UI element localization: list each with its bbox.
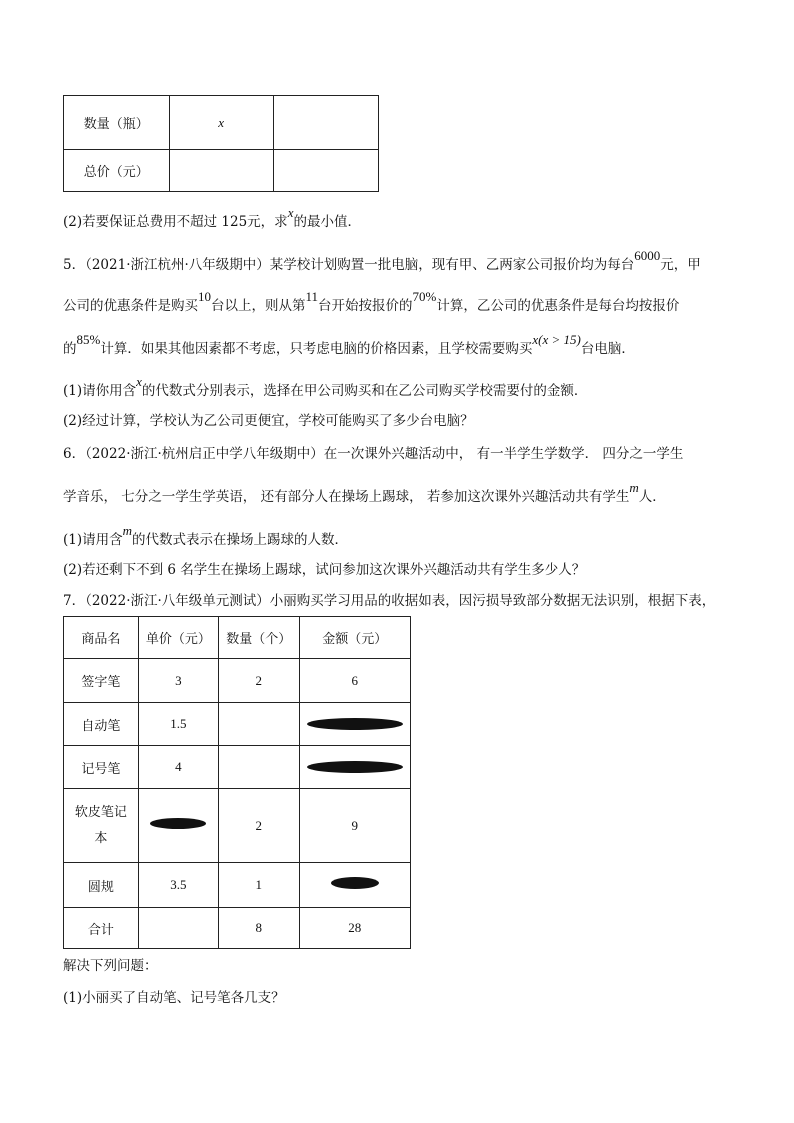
amount: 6 [299, 659, 411, 703]
quantity: 2 [218, 789, 299, 863]
item-name: 自动笔 [64, 703, 139, 746]
table-total-row [64, 908, 411, 949]
unit-price: 3.5 [138, 863, 218, 908]
item-name: 签字笔 [64, 659, 139, 703]
ink-smudge [307, 718, 403, 730]
amount: 9 [299, 789, 411, 863]
question-7-instruction: 解决下列问题： [63, 958, 158, 974]
quantity [218, 703, 299, 746]
amount [299, 746, 411, 789]
question-6-line-2: 学音乐， 七分之一学生学英语， 还有部分人在操场上踢球， 若参加这次课外兴趣活动共有学生m人． [63, 480, 666, 505]
question-6-part-1: (1)请用含m的代数式表示在操场上踢球的人数． [63, 523, 349, 548]
receipt-table [63, 616, 411, 949]
table-row [64, 789, 411, 863]
table-header-row [64, 617, 411, 659]
table-row [64, 659, 411, 703]
table-row [64, 863, 411, 908]
unit-price: 1.5 [138, 703, 218, 746]
question-5-line-1: 5．（2021·浙江杭州·八年级期中）某学校计划购置一批电脑，现有甲、乙两家公司报价均为每台6000元，甲 [63, 248, 701, 273]
table-header-cell: 商品名 [64, 617, 139, 659]
question-6-line-1: 6．（2022·浙江·杭州启正中学八年级期中）在一次课外兴趣活动中， 有一半学生学数学． 四分之一学生 [63, 446, 684, 462]
unit-price [138, 908, 218, 949]
table-cell [273, 150, 378, 192]
quantity-price-table [63, 95, 379, 192]
question-7-part-1: (1)小丽买了自动笔、记号笔各几支？ [63, 990, 285, 1006]
table-header-cell: 数量（个） [218, 617, 299, 659]
table-cell: 总价（元） [64, 150, 170, 192]
item-name: 记号笔 [64, 746, 139, 789]
question-7-line-1: 7．（2022·浙江·八年级单元测试）小丽购买学习用品的收据如表，因污损导致部分数据无法识别，根据下表， [63, 593, 716, 609]
table-cell [169, 150, 273, 192]
question-5-part-2: (2)经过计算，学校认为乙公司更便宜，学校可能购买了多少台电脑？ [63, 413, 474, 429]
amount: 28 [299, 908, 411, 949]
question-5-part-1: (1)请你用含x的代数式分别表示，选择在甲公司购买和在乙公司购买学校需要付的金额． [63, 374, 588, 399]
item-name: 软皮笔记 本 [64, 789, 139, 863]
item-name: 合计 [64, 908, 139, 949]
quantity: 1 [218, 863, 299, 908]
quantity: 8 [218, 908, 299, 949]
table-row [64, 746, 411, 789]
table-cell: x [169, 96, 273, 150]
amount [299, 703, 411, 746]
table-cell: 数量（瓶） [64, 96, 170, 150]
ink-smudge [150, 818, 206, 829]
question-5-line-2: 公司的优惠条件是购买10台以上，则从第11台开始按报价的70%计算，乙公司的优惠条件是每台均按报价 [63, 289, 680, 314]
question-4-part-2: (2)若要保证总费用不超过 125元，求x的最小值． [63, 205, 361, 230]
table-header-cell: 单价（元） [138, 617, 218, 659]
table-header-cell: 金额（元） [299, 617, 411, 659]
unit-price [138, 789, 218, 863]
quantity: 2 [218, 659, 299, 703]
unit-price: 3 [138, 659, 218, 703]
unit-price: 4 [138, 746, 218, 789]
amount [299, 863, 411, 908]
ink-smudge [307, 761, 403, 773]
quantity [218, 746, 299, 789]
ink-smudge [331, 877, 379, 889]
item-name: 圆规 [64, 863, 139, 908]
question-6-part-2: (2)若还剩下不到 6 名学生在操场上踢球，试问参加这次课外兴趣活动共有学生多少人？ [63, 562, 586, 578]
table-row [64, 703, 411, 746]
question-5-line-3: 的85%计算．如果其他因素都不考虑，只考虑电脑的价格因素，且学校需要购买x(x > 15)台电脑． [63, 332, 635, 357]
table-cell [273, 96, 378, 150]
